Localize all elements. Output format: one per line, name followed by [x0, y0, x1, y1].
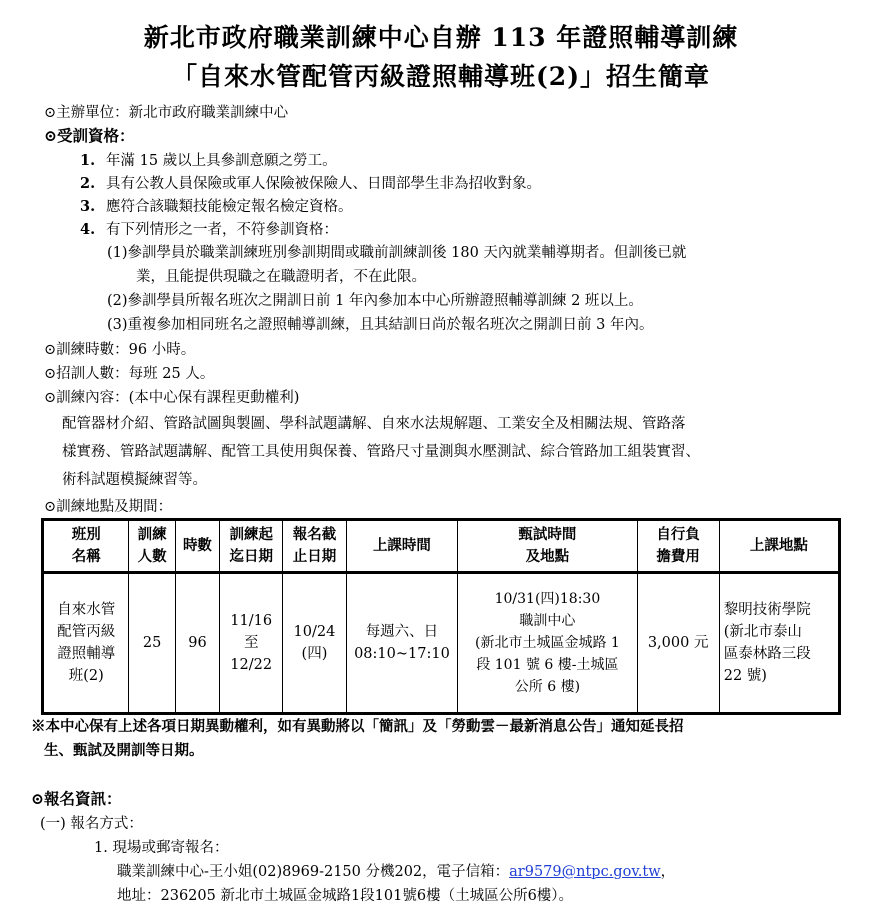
- registration-heading: ⊙報名資訊：: [31, 789, 122, 808]
- col-header-fee: 自行負 擔費用: [637, 520, 719, 573]
- item-number: 4.: [80, 221, 96, 238]
- notice-line-1: ※本中心保有上述各項日期異動權利，如有異動將以「簡訊」及「勞動雲－最新消息公告」通知延長招: [31, 718, 684, 735]
- item-text: 應符合該職類技能檢定報名檢定資格。: [106, 199, 353, 215]
- item-text: 有下列情形之一者，不符參訓資格：: [106, 222, 338, 238]
- eligibility-item-2: [80, 172, 541, 193]
- col-header-period: 訓練起 迄日期: [220, 520, 283, 573]
- col-header-exam: 甄試時間 及地點: [458, 520, 637, 573]
- item-text: 具有公教人員保險或軍人保險被保險人、日間部學生非為招收對象。: [106, 176, 541, 192]
- eligibility-item-1: [80, 149, 337, 170]
- contact-suffix: ，: [660, 864, 676, 880]
- exclusion-3: (3)重複參加相同班名之證照輔導訓練，且其結訓日尚於報名班次之開訓日前 3 年內。: [107, 317, 654, 333]
- content-line-2: 樣實務、管路試題講解、配管工具使用與保養、管路尺寸量測與水壓測試、綜合管路加工組裝實習、: [62, 444, 700, 460]
- content-heading: ⊙訓練內容：(本中心保有課程更動權利): [44, 390, 300, 406]
- eligibility-item-3: [80, 195, 353, 216]
- location-heading: ⊙訓練地點及期間：: [44, 499, 173, 515]
- training-hours: ⊙訓練時數：96 小時。: [44, 342, 196, 358]
- col-header-class-name: 班別 名稱: [43, 520, 129, 573]
- cell-hours: 96: [175, 573, 219, 714]
- exclusion-1: (1)參訓學員於職業訓練班別參訓期間或職前訓練訓後 180 天內就業輔導期者。但訓後已就: [107, 245, 687, 261]
- cell-deadline: 10/24 (四): [283, 573, 346, 714]
- cell-exam: 10/31(四)18:30 職訓中心 (新北市土城區金城路 1 段 101 號 6 樓-土城區 公所 6 樓): [458, 573, 637, 714]
- exclusion-1-cont: 業，且能提供現職之在職證明者，不在此限。: [136, 269, 426, 285]
- registration-item-1: 1. 現場或郵寄報名：: [94, 840, 229, 856]
- notice-line-2: 生、甄試及開訓等日期。: [44, 742, 204, 759]
- address-line: 地址：236205 新北市土城區金城路1段101號6樓（土城區公所6樓）。: [117, 888, 574, 904]
- col-header-hours: 時數: [175, 520, 219, 573]
- email-link[interactable]: ar9579@ntpc.gov.tw: [509, 864, 661, 880]
- content-line-3: 術科試題模擬練習等。: [62, 472, 207, 488]
- cell-fee: 3,000 元: [637, 573, 719, 714]
- title-line-1: 新北市政府職業訓練中心自辦 113 年證照輔導訓練: [143, 23, 739, 52]
- exclusion-2: (2)參訓學員所報名班次之開訓日前 1 年內參加本中心所辦證照輔導訓練 2 班以上。: [107, 293, 643, 309]
- table-row: [43, 573, 840, 714]
- col-header-trainees: 訓練 人數: [129, 520, 175, 573]
- eligibility-item-4: [80, 218, 338, 239]
- item-number: 1.: [80, 152, 96, 169]
- contact-line: [117, 860, 675, 881]
- trainee-capacity: ⊙招訓人數：每班 25 人。: [44, 366, 215, 382]
- cell-venue: 黎明技術學院 (新北市泰山 區泰林路三段 22 號): [719, 573, 839, 714]
- item-number: 2.: [80, 175, 96, 192]
- table-header-row: [43, 520, 840, 573]
- col-header-venue: 上課地點: [719, 520, 839, 573]
- registration-method: (一) 報名方式：: [40, 816, 143, 832]
- col-header-schedule: 上課時間: [346, 520, 458, 573]
- content-line-1: 配管器材介紹、管路試圖與製圖、學科試題講解、自來水法規解題、工業安全及相關法規、管路落: [62, 416, 686, 432]
- contact-text: 職業訓練中心-王小姐(02)8969-2150 分機202，電子信箱：: [117, 864, 510, 880]
- cell-trainees: 25: [129, 573, 175, 714]
- class-table: [41, 518, 841, 715]
- col-header-deadline: 報名截 止日期: [283, 520, 346, 573]
- cell-period: 11/16 至 12/22: [220, 573, 283, 714]
- cell-schedule: 每週六、日 08:10~17:10: [346, 573, 458, 714]
- eligibility-heading: ⊙受訓資格：: [44, 126, 135, 145]
- item-text: 年滿 15 歲以上具參訓意願之勞工。: [106, 153, 337, 169]
- item-number: 3.: [80, 198, 96, 215]
- organizer: ⊙主辦單位：新北市政府職業訓練中心: [44, 105, 289, 121]
- cell-class-name: 自來水管 配管丙級 證照輔導 班(2): [43, 573, 129, 714]
- title-line-2: 「自來水管配管丙級證照輔導班(2)」招生簡章: [171, 62, 711, 91]
